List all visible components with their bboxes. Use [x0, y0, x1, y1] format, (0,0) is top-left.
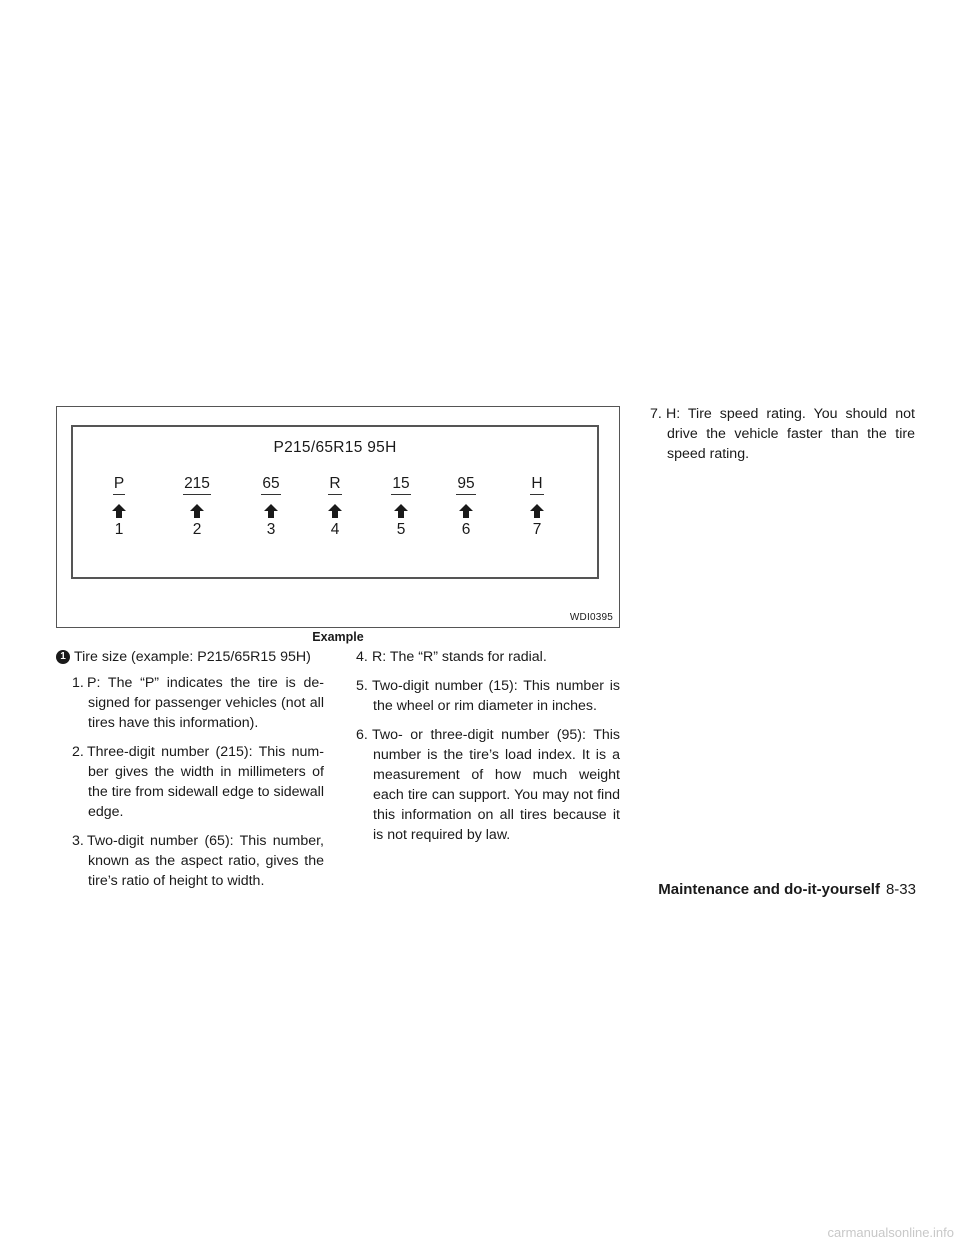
list-item — [56, 831, 324, 891]
code-segment: 15 — [391, 475, 410, 495]
item-number: 2. — [72, 744, 84, 760]
page-footer — [658, 881, 916, 898]
item-number: 5. — [356, 678, 368, 694]
item-text: Two-digit number (15): This number is the wheel or rim diameter in inches. — [372, 678, 620, 714]
figure-code: WDI0395 — [569, 612, 613, 623]
code-number: 4 — [330, 521, 340, 538]
heading-text: Tire size (example: P215/65R15 95H) — [74, 649, 311, 665]
up-arrow-icon — [189, 503, 205, 519]
section-heading — [56, 647, 324, 667]
item-text: Two-digit number (65): This number, known as the aspect ratio, gives the tire’s ratio of height to width. — [87, 833, 324, 889]
up-arrow-icon — [529, 503, 545, 519]
text-column-middle — [356, 647, 620, 854]
list-item — [650, 404, 915, 464]
code-number: 1 — [114, 521, 124, 538]
code-segment: R — [328, 475, 341, 495]
item-text: R: The “R” stands for radial. — [372, 649, 547, 665]
code-number: 3 — [266, 521, 276, 538]
code-column — [371, 475, 431, 539]
item-text: H: Tire speed rating. You should not drive the vehicle faster than the tire speed rating. — [666, 406, 915, 462]
code-column — [305, 475, 365, 539]
page-number: 8-33 — [885, 881, 916, 898]
figure-caption: Example — [312, 630, 364, 644]
up-arrow-icon — [327, 503, 343, 519]
watermark: carmanualsonline.info — [827, 1225, 954, 1240]
up-arrow-icon — [111, 503, 127, 519]
item-number: 1. — [72, 675, 84, 691]
up-arrow-icon — [263, 503, 279, 519]
code-segment: 215 — [183, 475, 211, 495]
up-arrow-icon — [393, 503, 409, 519]
item-text: Two- or three-digit number (95): This number is the tire’s load index. It is a measurement of how much weight each tire can support. You may not find this information on all tires because it is not required by law. — [372, 727, 620, 843]
list-item — [356, 725, 620, 845]
tire-code-diagram — [71, 425, 599, 579]
item-text: Three-digit number (215): This number gives the width in millimeters of the tire from sidewall edge to sidewall edge. — [87, 744, 324, 820]
code-segment: 65 — [261, 475, 280, 495]
item-number: 3. — [72, 833, 84, 849]
code-column — [507, 475, 567, 539]
code-number: 5 — [396, 521, 406, 538]
code-segment: H — [530, 475, 543, 495]
callout-number-icon: 1 — [56, 650, 70, 664]
code-number: 2 — [192, 521, 202, 538]
list-item — [356, 676, 620, 716]
footer-section-title: Maintenance and do-it-yourself — [658, 881, 880, 898]
item-number: 7. — [650, 406, 662, 422]
item-text: P: The “P” indicates the tire is designed for passenger vehicles (not all tires have this information). — [87, 675, 324, 731]
list-item — [356, 647, 620, 667]
code-segment: 95 — [456, 475, 475, 495]
item-number: 6. — [356, 727, 368, 743]
tire-size-figure — [56, 406, 620, 628]
up-arrow-icon — [458, 503, 474, 519]
text-column-left — [56, 647, 324, 900]
item-number: 4. — [356, 649, 368, 665]
code-column — [89, 475, 149, 539]
code-column — [167, 475, 227, 539]
list-item — [56, 742, 324, 822]
code-column — [241, 475, 301, 539]
code-column — [436, 475, 496, 539]
list-item — [56, 673, 324, 733]
text-column-right — [650, 404, 915, 473]
code-number: 6 — [461, 521, 471, 538]
code-segment: P — [113, 475, 125, 495]
diagram-title: P215/65R15 95H — [273, 439, 397, 456]
code-number: 7 — [532, 521, 542, 538]
